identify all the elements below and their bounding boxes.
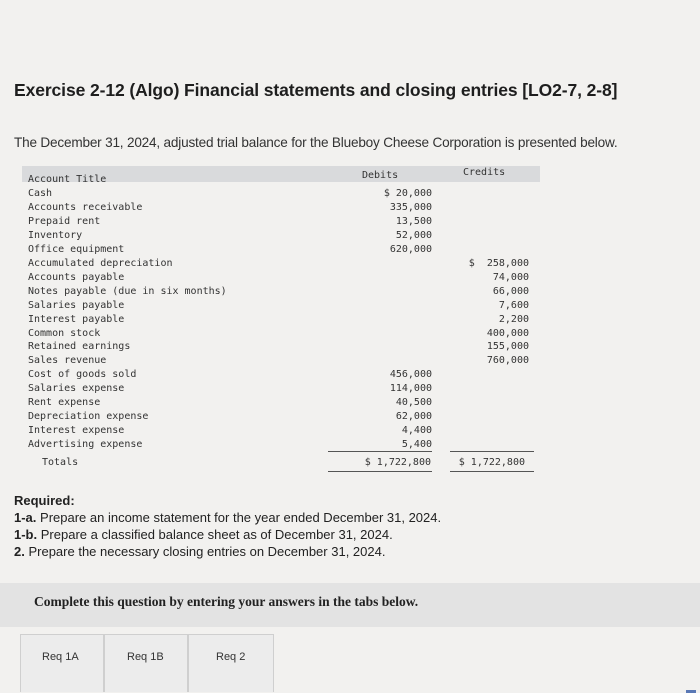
account-name: Common stock (28, 327, 101, 339)
credit-amount: 66,000 (492, 285, 529, 297)
table-row (22, 425, 542, 439)
totals-rule-debit (328, 451, 432, 452)
table-row (22, 355, 542, 369)
account-name: Cash (28, 188, 53, 199)
totals-label: Totals (42, 457, 79, 468)
trial-balance-table (22, 166, 542, 474)
required-item: 1-a. Prepare an income statement for the year ended December 31, 2024. (14, 510, 442, 525)
account-name: Rent expense (28, 397, 101, 409)
totals-rule-credit (450, 451, 534, 452)
tab-req-1b[interactable] (104, 634, 188, 692)
table-row (22, 244, 542, 258)
intro-text: The December 31, 2024, adjusted trial balance for the Blueboy Cheese Corporation is presented below. (14, 135, 618, 150)
account-name: Prepaid rent (28, 215, 101, 227)
table-row (22, 397, 542, 411)
tab-label: Req 1A (42, 651, 79, 663)
table-row (22, 230, 542, 244)
account-name: Accounts receivable (28, 201, 143, 213)
required-item: 1-b. Prepare a classified balance sheet as of December 31, 2024. (14, 527, 393, 542)
account-name: Accumulated depreciation (28, 257, 173, 269)
account-name: Advertising expense (28, 439, 143, 451)
debit-amount: 40,500 (395, 397, 432, 409)
account-name: Notes payable (due in six months) (28, 285, 227, 297)
table-row (22, 314, 542, 328)
debit-amount: 114,000 (389, 383, 432, 395)
tab-label: Req 2 (216, 651, 246, 663)
tab-req-1a[interactable] (20, 634, 104, 692)
tab-label: Req 1B (127, 651, 164, 663)
debit-amount: 4,400 (401, 425, 432, 437)
totals-row (22, 457, 542, 471)
table-row (22, 202, 542, 216)
account-name: Salaries payable (28, 299, 125, 311)
account-name: Office equipment (28, 243, 125, 255)
table-row (22, 383, 542, 397)
credit-amount: 74,000 (492, 271, 529, 283)
table-row (22, 341, 542, 355)
account-name: Retained earnings (28, 341, 131, 353)
table-row (22, 188, 542, 202)
table-row (22, 369, 542, 383)
account-name: Interest expense (28, 425, 125, 437)
credit-amount: $ 258,000 (468, 257, 529, 269)
credit-amount: 400,000 (486, 327, 529, 339)
required-heading: Required: (14, 493, 75, 508)
account-name: Depreciation expense (28, 411, 149, 423)
table-row (22, 286, 542, 300)
debit-amount: 620,000 (389, 243, 432, 255)
header-credits: Credits (463, 167, 506, 178)
credit-amount: 760,000 (486, 355, 529, 367)
account-name: Inventory (28, 229, 83, 241)
tab-req-2[interactable] (188, 634, 274, 692)
debit-amount: 13,500 (395, 215, 432, 227)
account-name: Salaries expense (28, 383, 125, 395)
credit-amount: 2,200 (498, 313, 529, 325)
debit-amount: 456,000 (389, 369, 432, 381)
totals-bottom-rule-credit (450, 471, 534, 472)
account-name: Cost of goods sold (28, 369, 137, 381)
header-account-title: Account Title (28, 174, 107, 185)
required-item: 2. Prepare the necessary closing entries on December 31, 2024. (14, 544, 386, 559)
debit-amount: 62,000 (395, 411, 432, 423)
totals-debit: $ 1,722,800 (364, 457, 431, 468)
table-row (22, 272, 542, 286)
credit-amount: 7,600 (498, 299, 529, 311)
totals-credit: $ 1,722,800 (458, 457, 525, 468)
table-row (22, 328, 542, 342)
debit-amount: 335,000 (389, 201, 432, 213)
table-row (22, 258, 542, 272)
instruction-text: Complete this question by entering your answers in the tabs below. (34, 594, 419, 609)
debit-amount: 52,000 (395, 229, 432, 241)
header-debits: Debits (362, 170, 399, 181)
account-name: Accounts payable (28, 271, 125, 283)
debit-amount: $ 20,000 (383, 188, 432, 199)
credit-amount: 155,000 (486, 341, 529, 353)
totals-bottom-rule-debit (328, 471, 432, 472)
exercise-title: Exercise 2-12 (Algo) Financial statements and closing entries [LO2-7, 2-8] (14, 80, 618, 100)
account-name: Interest payable (28, 313, 125, 325)
table-row (22, 300, 542, 314)
debit-amount: 5,400 (401, 439, 432, 451)
account-name: Sales revenue (28, 355, 107, 367)
required-section (14, 492, 441, 560)
table-row (22, 216, 542, 230)
table-row (22, 411, 542, 425)
